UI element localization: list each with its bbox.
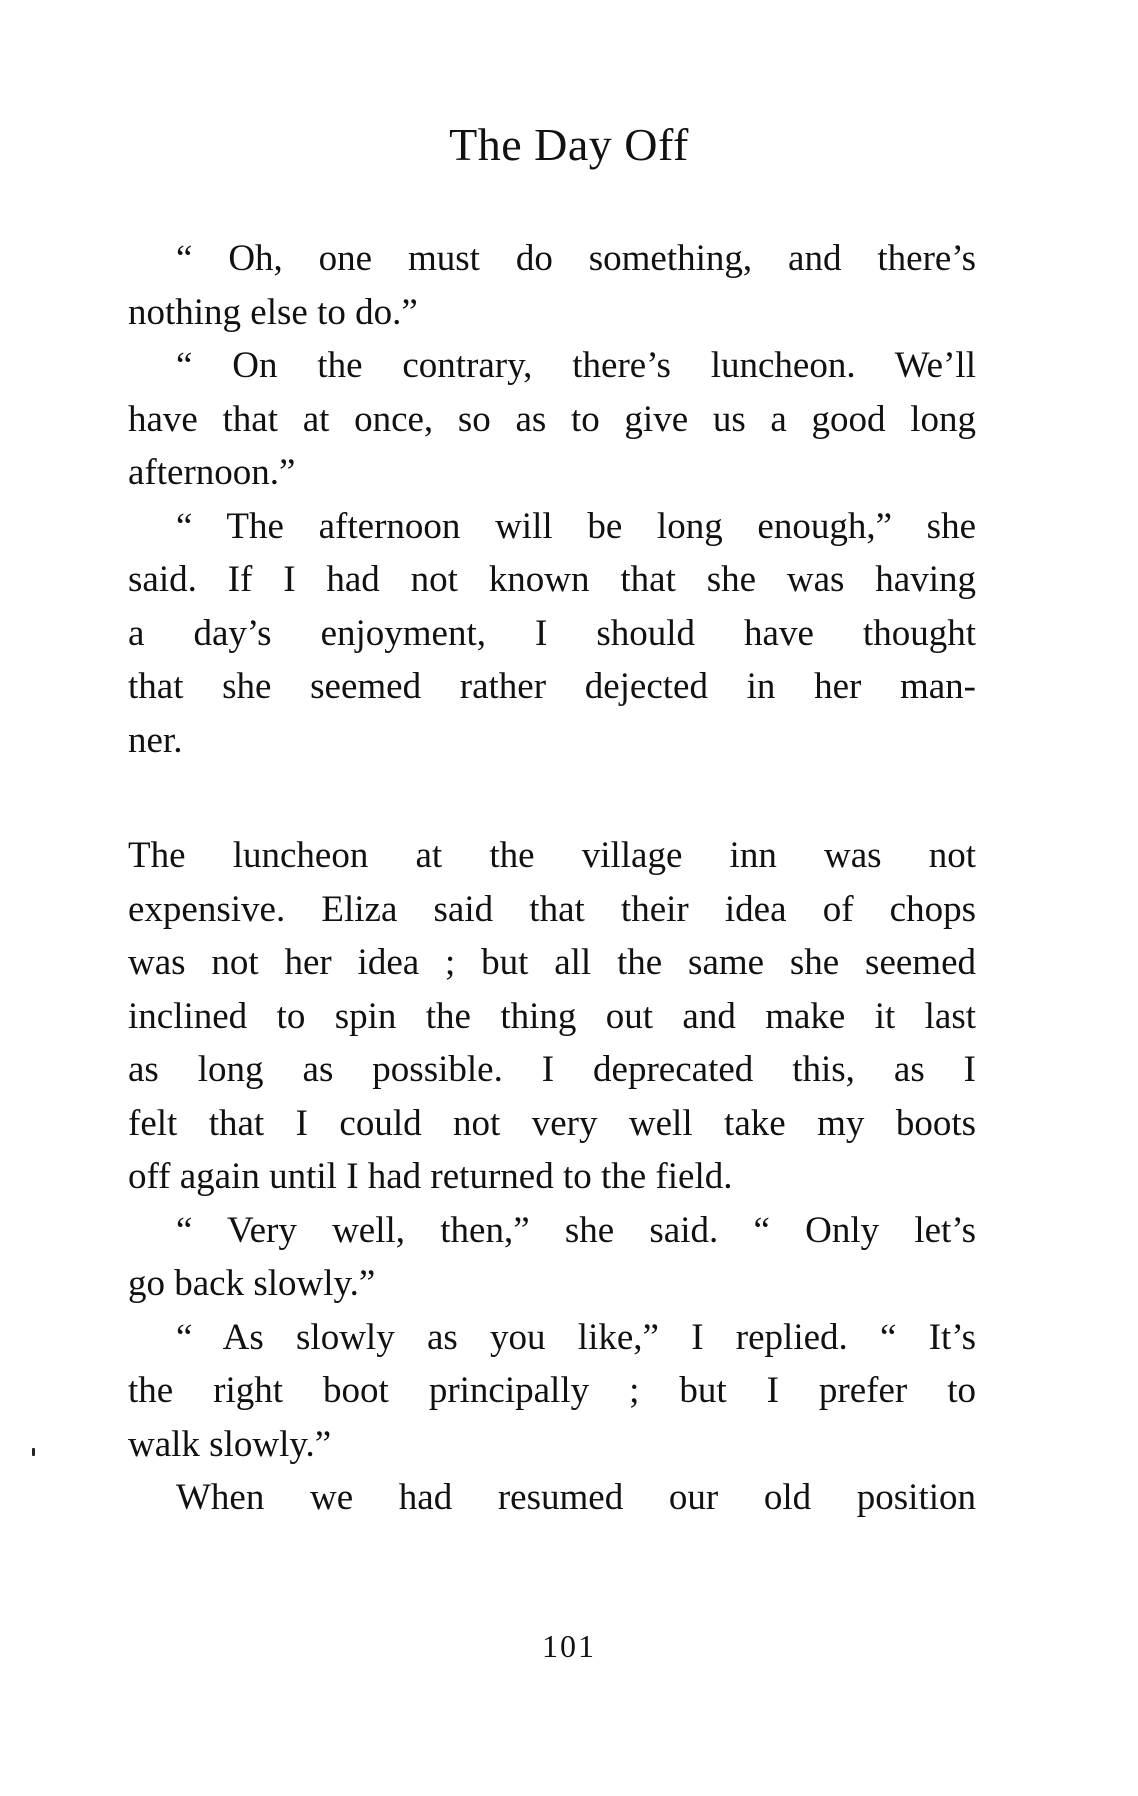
text-line: “ As slowly as you like,” I replied. “ It’s bbox=[176, 1316, 976, 1358]
text-line: go back slowly.” bbox=[128, 1263, 376, 1304]
text-line: was not her idea ; but all the same she seemed bbox=[128, 942, 976, 983]
text-section-2 bbox=[128, 829, 976, 1525]
text-line: off again until I had returned to the field. bbox=[128, 1156, 733, 1197]
text-line: “ The afternoon will be long enough,” she bbox=[176, 505, 976, 547]
text-section-1 bbox=[128, 232, 976, 767]
text-line: “ Oh, one must do something, and there’s bbox=[176, 238, 976, 279]
text-line: afternoon.” bbox=[128, 452, 296, 493]
text-line: expensive. Eliza said that their idea of chops bbox=[128, 888, 976, 930]
text-line: When we had resumed our old position bbox=[176, 1477, 976, 1518]
paragraph bbox=[128, 829, 976, 1204]
text-line: nothing else to do.” bbox=[128, 291, 418, 333]
paragraph bbox=[128, 1204, 976, 1311]
text-line: “ Very well, then,” she said. “ Only let’s bbox=[176, 1209, 976, 1251]
paragraph bbox=[128, 339, 976, 500]
text-line: have that at once, so as to give us a good long bbox=[128, 398, 976, 440]
paragraph bbox=[128, 500, 976, 768]
text-line: said. If I had not known that she was having bbox=[128, 559, 976, 600]
text-line: The luncheon at the village inn was not bbox=[128, 835, 976, 876]
running-head: The Day Off bbox=[449, 119, 689, 170]
text-line: ner. bbox=[128, 719, 183, 761]
text-line: that she seemed rather dejected in her man- bbox=[128, 666, 976, 707]
text-line: inclined to spin the thing out and make it last bbox=[128, 995, 976, 1037]
paragraph bbox=[128, 232, 976, 339]
paragraph bbox=[128, 1471, 976, 1525]
paragraph bbox=[128, 1311, 976, 1472]
text-line: walk slowly.” bbox=[128, 1423, 332, 1465]
ink-speck bbox=[32, 1448, 35, 1456]
text-line: “ On the contrary, there’s luncheon. We’ll bbox=[176, 345, 976, 386]
page-number: 101 bbox=[542, 1628, 596, 1664]
text-line: the right boot principally ; but I prefer to bbox=[128, 1370, 976, 1411]
text-line: as long as possible. I deprecated this, as I bbox=[128, 1049, 976, 1090]
text-line: felt that I could not very well take my boots bbox=[128, 1102, 976, 1144]
text-line: a day’s enjoyment, I should have thought bbox=[128, 612, 976, 654]
